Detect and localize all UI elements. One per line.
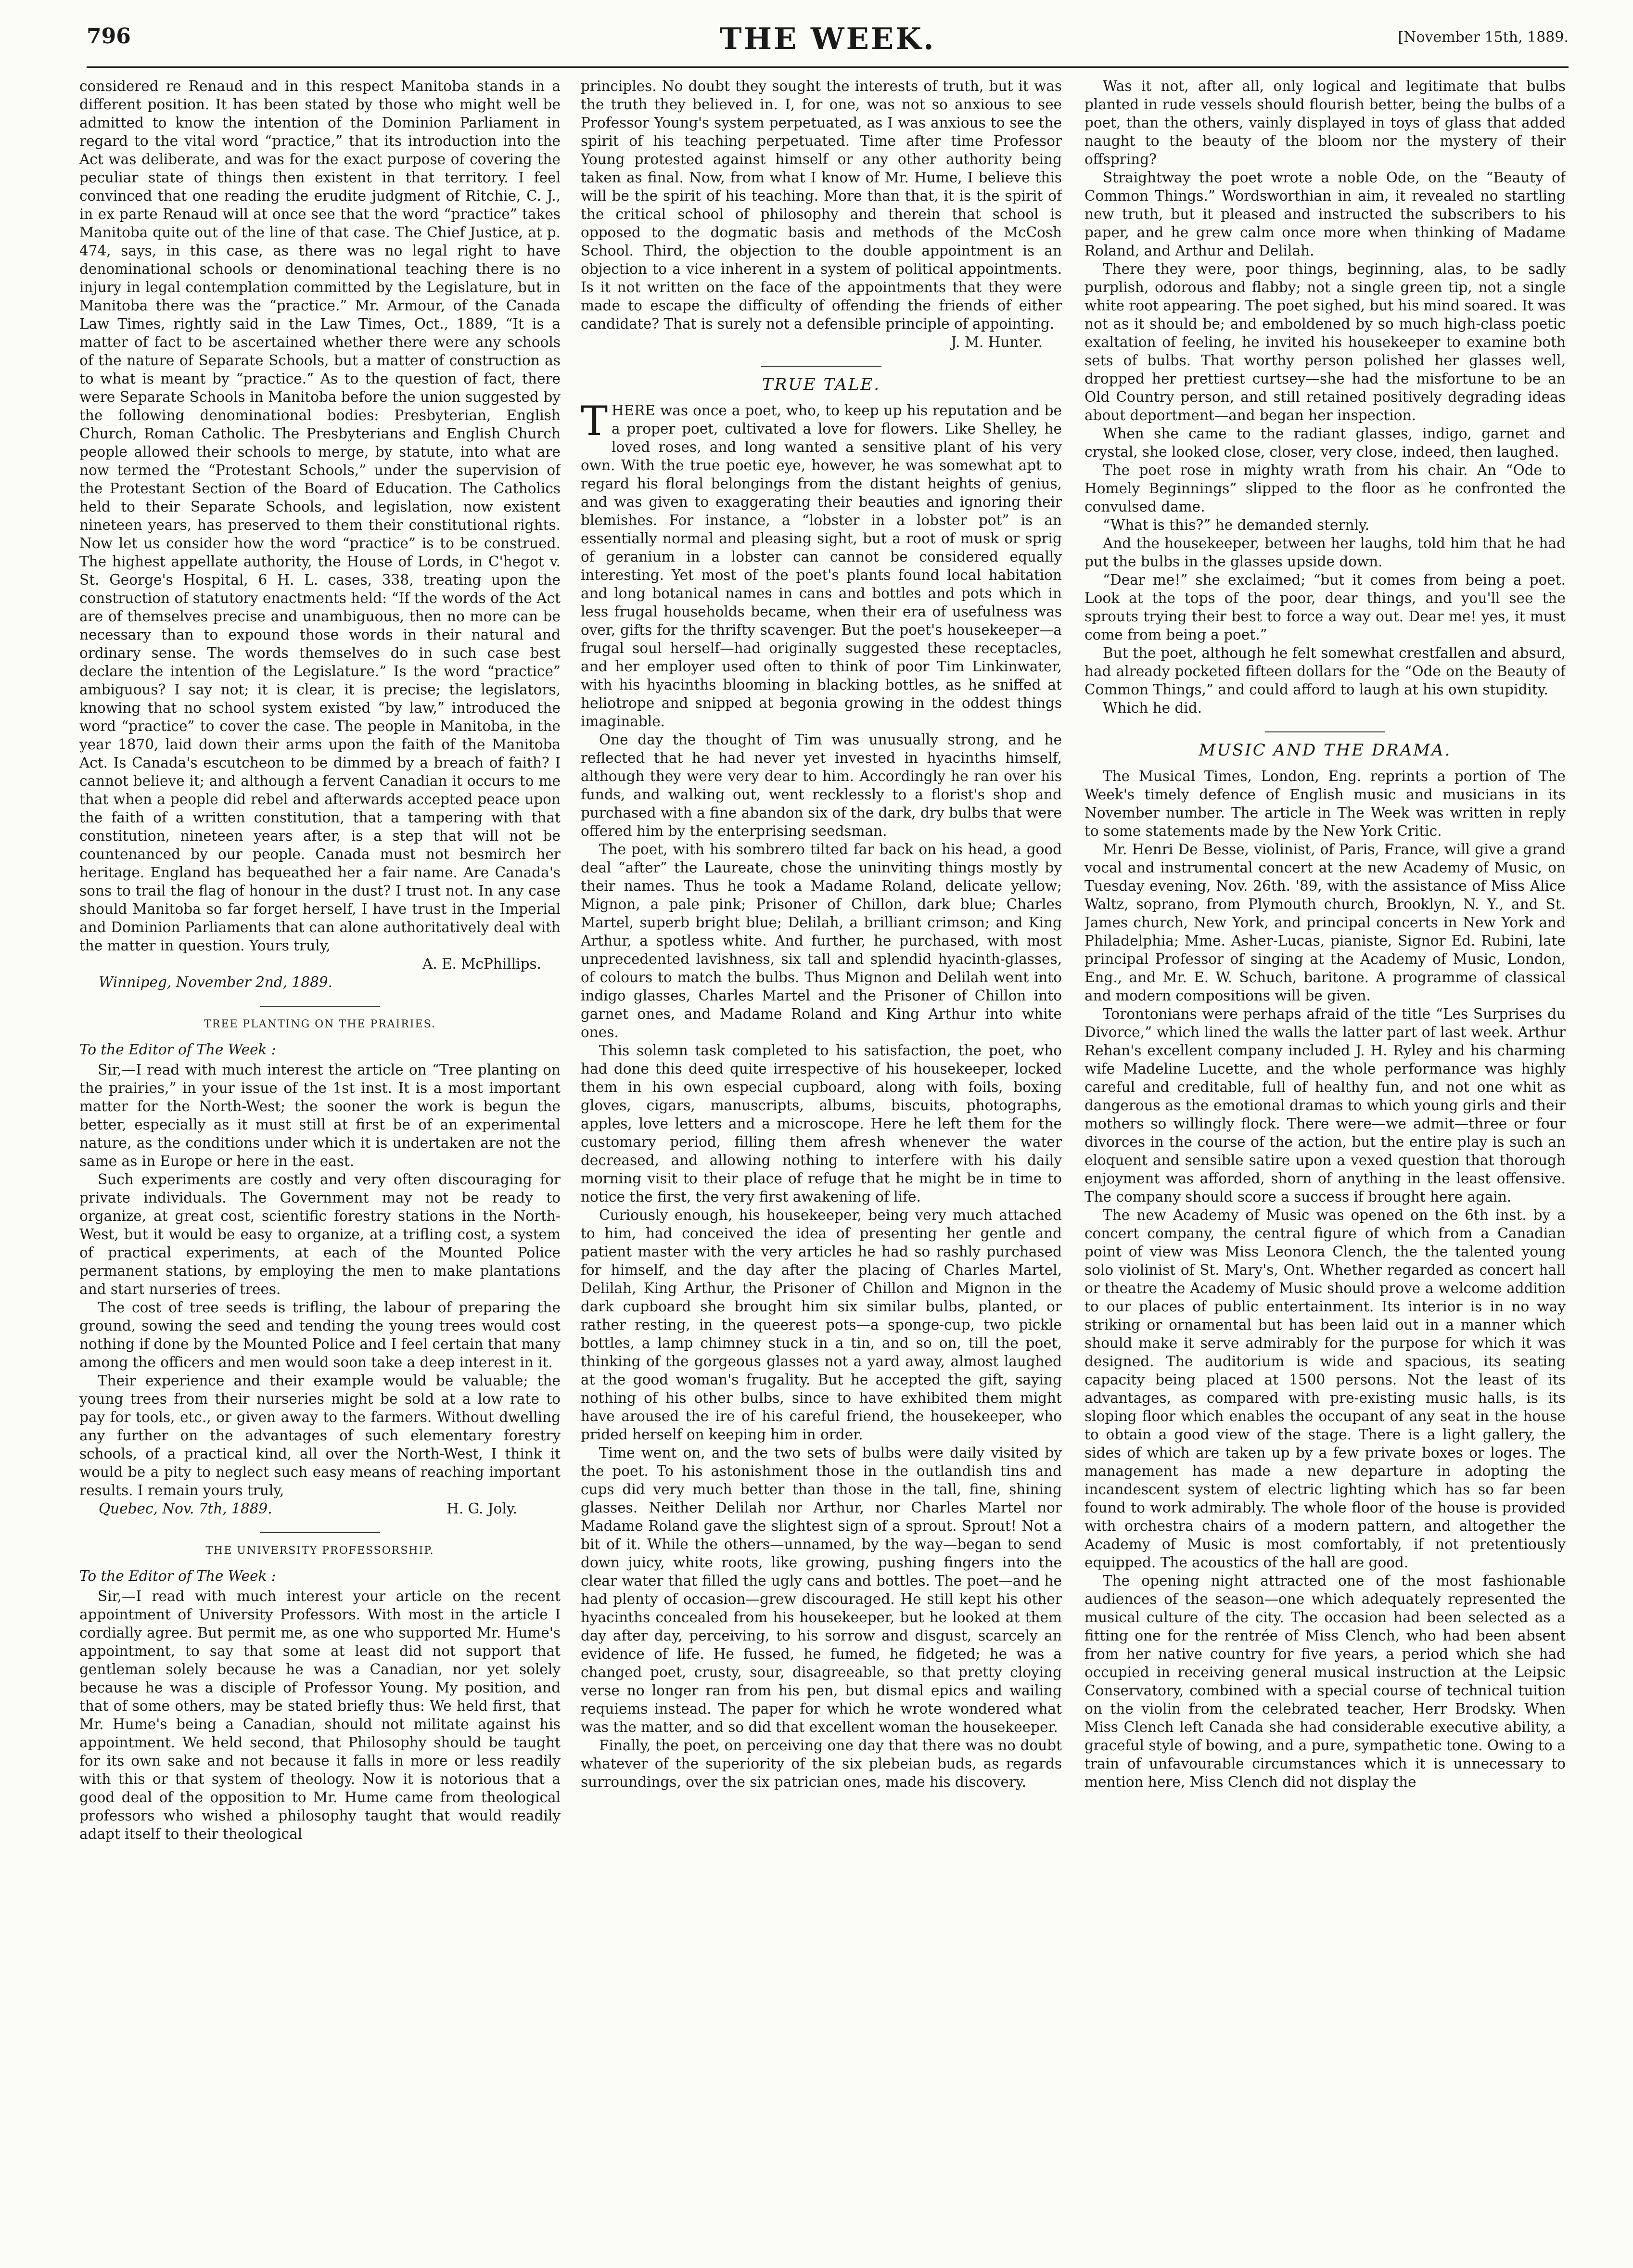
story-paragraph: One day the thought of Tim was unusually strong, and he reflected that he had never yet invested in hyacinths himself, although they were very dear to him. Accordingly he ran over his funds, and walking out, went recklessly to a florist's shop and purchased with a fine abandon six of the dark, dry bulbs that were offered him by the enterprising seedsman.	[581, 731, 1062, 839]
drop-cap: T	[581, 397, 608, 445]
letter-paragraph: Such experiments are costly and very often discouraging for private individuals. The Government may not be ready to organize, at great cost, scientific forestry stations in the North-West, but it would be easy to organize, at a trifling cost, a system of practical experiments, at each of the Mounted Police permanent stations, by employing the men to make plantations and start nurseries of trees.	[79, 1171, 561, 1297]
column-left	[79, 77, 561, 2209]
story-paragraph: And the housekeeper, between her laughs, told him that he had put the bulbs in the glasses upside down.	[1084, 535, 1566, 570]
story-paragraph: “Dear me!” she exclaimed; “but it comes from being a poet. Look at the tops of the poor, dear things, and you'll see the sprouts trying their best to force a way out. Dear me! yes, it must come from being a poet.”	[1084, 572, 1566, 643]
story-paragraph: “What is this?” he demanded sternly.	[1103, 517, 1370, 533]
story-title: TRUE TALE.	[762, 375, 881, 394]
letter-salutation: To the Editor of The Week :	[79, 1041, 276, 1058]
page-header	[87, 21, 1569, 67]
story-paragraph: Finally, the poet, on perceiving one day that there was no doubt whatever of the superiority of the six plebeian buds, as regards surroundings, over the six patrician ones, made his discovery.	[581, 1737, 1062, 1790]
story-paragraph: Which he did.	[1103, 700, 1202, 716]
letter-heading-university: THE UNIVERSITY PROFESSORSHIP.	[205, 1545, 434, 1557]
letter-salutation: To the Editor of The Week :	[79, 1568, 276, 1584]
letter-paragraph: Sir,—I read with much interest your article on the recent appointment of University Professors. With most in the article I cordially agree. But permit me, as one who supported Mr. Hume's appointment, to say that some at least did not support that gentleman solely because he was a Canadian, nor yet solely because he was a disciple of Professor Young. My position, and that of some others, may be stated briefly thus: We held first, that Mr. Hume's being a Canadian, should not militate against his appointment. We held second, that Philosophy should be taught for its own sake and not because it falls in more or less readily with this or that system of theology. Now it is notorious that a good deal of the opposition to Mr. Hume came from theological professors who wished a philosophy taught that would readily adapt itself to their theological	[79, 1588, 561, 1842]
header-rule	[87, 66, 1569, 68]
letter-paragraph: The cost of tree seeds is trifling, the labour of preparing the ground, sowing the seed and tending the young trees would cost nothing if done by the Mounted Police and I feel certain that many among the officers and men would soon take a deep interest in it.	[79, 1299, 561, 1371]
column-right	[1084, 77, 1566, 2209]
music-paragraph: The new Academy of Music was opened on the 6th inst. by a concert company, the central figure of which from a Canadian point of view was Miss Leonora Clench, the the talented young solo violinist of St. Mary's, Ont. Whether regarded as concert hall or theatre the Academy of Music should prove a welcome addition to our places of public entertainment. Its interior is in no way striking or ornamental but has been laid out in a manner which should make it serve admirably for the purpose for which it was designed. The auditorium is wide and spacious, its seating capacity being placed at 1500 persons. Not the least of its advantages, as compared with pre-existing music halls, is its sloping floor which enables the occupant of any seat in the house to obtain a good view of the stage. There is a light gallery, the sides of which are taken up by a few private boxes or loges. The management has made a new departure in adopting the incandescent system of electric lighting which has so far been found to work admirably. The whole floor of the house is provided with orchestra chairs of a modern pattern, and altogether the Academy of Music is most comfortably, if not pretentiously equipped. The acoustics of the hall are good.	[1084, 1207, 1566, 1571]
masthead: THE WEEK.	[719, 21, 936, 56]
letter-dateline-row	[79, 1499, 561, 1518]
section-divider	[1265, 731, 1385, 732]
music-paragraph: Mr. Henri De Besse, violinist, of Paris, France, will give a grand vocal and instrumental concert at the new Academy of Music, on Tuesday evening, Nov. 26th. '89, with the assistance of Miss Alice Waltz, soprano, from Plymouth church, Brooklyn, N. Y., and St. James church, New York, and principal concerts in New York and Philadelphia; Mme. Asher-Lucas, pianiste, Signor Ed. Rubini, late principal Professor of singing at the Academy of Music, London, Eng., and Mr. E. W. Schuch, baritone. A programme of classical and modern compositions will be given.	[1084, 841, 1566, 1004]
story-paragraph: The poet rose in mighty wrath from his chair. An “Ode to Homely Beginnings” slipped to the floor as he confronted the convulsed dame.	[1084, 462, 1566, 515]
story-paragraph: But the poet, although he felt somewhat crestfallen and absurd, had already pocketed fifteen dollars for the “Ode on the Beauty of Common Things,” and could afford to laugh at his own stupidity.	[1084, 645, 1566, 698]
section-divider	[761, 366, 881, 367]
letter-dateline: Winnipeg, November 2nd, 1889.	[99, 974, 333, 990]
story-paragraph: This solemn task completed to his satisfaction, the poet, who had done this deed quite irrespective of his housekeeper, locked them in his own especial cupboard, along with foils, boxing gloves, cigars, manuscripts, albums, biscuits, photographs, apples, love letters and a microscope. Here he left them for the customary period, filling them afresh whenever the water decreased, and allowing nothing to interfere with his daily morning visit to their place of refuge that he might be in time to notice the first, the very first awakening of life.	[581, 1042, 1062, 1205]
page-number: 796	[87, 24, 131, 49]
music-paragraph: The Musical Times, London, Eng. reprints a portion of The Week's timely defence of English music and musicians in its November number. The article in The Week was written in reply to some statements made by the New York Critic.	[1084, 768, 1566, 839]
letter-continuation-paragraph: principles. No doubt they sought the interests of truth, but it was the truth they believed in. I, for one, was not so anxious to see Professor Young's system perpetuated, as I was anxious to see the spirit of his teaching perpetuated. Time after time Professor Young protested against himself or any other authority being taken as final. Now, from what I know of Mr. Hume, I believe this will be the spirit of his teaching. More than that, it is the spirit of the critical school of philosophy and therein that school is opposed to the dogmatic basis and methods of the McCosh School. Third, the objection to the double appointment is an objection to a vice inherent in a system of political appointments. Is it not written on the face of the appointments that they were made to escape the difficulty of offending the friends of either candidate? That is surely not a defensible principle of appointing.	[581, 78, 1062, 332]
letter-paragraph: Their experience and their example would be valuable; the young trees from their nurseries might be sold at a low rate to pay for tools, etc., or given away to the farmers. Without dwelling any further on the advantages of such elementary forestry schools, of a practical kind, all over the North-West, I think it would be a pity to neglect such easy means of reaching important results. I remain yours truly,	[79, 1372, 561, 1499]
story-paragraph: Was it not, after all, only logical and legitimate that bulbs planted in rude vessels should flourish better, being the bulbs of a poet, than the others, vainly displayed in toys of glass that added naught to the beauty of the bloom nor the mystery of their offspring?	[1084, 78, 1566, 167]
letter-signature: A. E. McPhillips.	[422, 956, 541, 972]
issue-date: [November 15th, 1889.	[1398, 29, 1569, 46]
letter-continuation-paragraph: considered re Renaud and in this respect Manitoba stands in a different position. It has been stated by those who might well be admitted to know the intention of the Dominion Parliament in regard to the vital word “practice,” that its introduction into the Act was deliberate, and was for the exact purpose of covering the peculiar state of things then existent in that territory. I feel convinced that one reading the erudite judgment of Ritchie, C. J., in ex parte Renaud will at once see that the word “practice” takes Manitoba quite out of the line of that case. The Chief Justice, at p. 474, says, in this case, as there was no legal right to have denominational schools or denominational teaching there is no injury in legal contemplation committed by the Legislature, but in Manitoba there was the “practice.” Mr. Armour, of the Canada Law Times, rightly said in the Law Times, Oct., 1889, “It is a matter of fact to be ascertained whether there were any schools of the nature of Separate Schools, but a matter of construction as to what is meant by “practice.” As to the question of fact, there were Separate Schools in Manitoba before the union suggested by the following denominational bodies: Presbyterian, English Church, Roman Catholic. The Presbyterians and English Church people allowed their schools to merge, by statute, into what are now termed the “Protestant Schools,” under the supervision of the Protestant Section of the Board of Education. The Catholics held to their Separate Schools, and legislation, now existent nineteen years, has preserved to them their constitutional rights. Now let us consider how the word “practice” is to be construed. The highest appellate authority, the House of Lords, in C'hegot v. St. George's Hospital, 6 H. L. cases, 338, treating upon the construction of statutory enactments held: “If the words of the Act are of themselves precise and unambiguous, then no more can be necessary than to expound those words in their natural and ordinary sense. The words themselves do in such case best declare the intention of the Legislature.” Is the word “practice” ambiguous? I say not; it is clear, it is precise; the legislators, knowing that no school system existed “by law,” introduced the word “practice” to cover the case. The people in Manitoba, in the year 1870, laid down their arms upon the faith of the Manitoba Act. Is Canada's escutcheon to be dimmed by a breach of faith? I cannot believe it; and although a fervent Canadian it occurs to me that when a people did rebel and afterwards accepted peace upon the faith of a written constitution, that a tampering with that constitution, nineteen years after, is a step that will not be countenanced by our people. Canada must not besmirch her heritage. England has bequeathed her a fair name. Are Canada's sons to trail the flag of honour in the dust? I trust not. In any case should Manitoba so far forget herself, I have trust in the Imperial and Dominion Parliaments that can alone authoritatively deal with the matter in question. Yours truly,	[79, 78, 561, 954]
story-paragraph: The poet, with his sombrero tilted far back on his head, a good deal “after” the Laureate, chose the uninviting things mostly by their names. Thus he took a Madame Roland, delicate yellow; Mignon, a pale pink; Prisoner of Chillon, dark blue; Charles Martel, superb bright blue; Delilah, a brilliant crimson; and King Arthur, a spotless white. And further, he purchased, with most unprecedented lavishness, six tall and splendid hyacinth-glasses, of colours to match the bulbs. Thus Mignon and Delilah went into indigo glasses, Charles Martel and the Prisoner of Chillon into garnet ones, and Madame Roland and King Arthur into white ones.	[581, 841, 1062, 1040]
story-paragraph: Straightway the poet wrote a noble Ode, on the “Beauty of Common Things.” Wordsworthian in aim, it revealed no startling new truth, but it pleased and instructed the subscribers to his paper, and he grew calm once more when thinking of Madame Roland, and Arthur and Delilah.	[1084, 169, 1566, 259]
letter-dateline: Quebec, Nov. 7th, 1889.	[99, 1500, 272, 1517]
story-paragraph: There they were, poor things, beginning, alas, to be sadly purplish, odorous and flabby; not a single green tip, not a single white root appearing. The poet sighed, but his mind soared. It was not as it should be; and emboldened by so much high-class poetic exaltation of feeling, he invited his housekeeper to examine both sets of bulbs. That worthy person polished her glasses well, dropped her prettiest curtsey—she had the misfortune to be an Old Country person, and still retained positively degrading ideas about deportment—and began her inspection.	[1084, 261, 1566, 423]
story-opening-text: HERE was once a poet, who, to keep up his reputation and be a proper poet, cultivated a love for flowers. Like Shelley, he loved roses, and long wanted a sensitive plant of his very own. With the true poetic eye, however, he was somewhat apt to regard his floral belongings from the distant heights of genius, and was given to exaggerating their beauties and ignoring their blemishes. For instance, a “lobster in a lobster pot” is an essentially normal and pleasing sight, but a root of musk or sprig of geranium in a lobster can cannot be considered equally interesting. Yet most of the poet's plants found local habitation and long botanical names in cans and bottles and pots which in less frugal households became, when their era of usefulness was over, gifts for the thrifty scavenger. But the poet's housekeeper—a frugal soul herself—had originally suggested these receptacles, and her employer used often to think of poor Tim Linkinwater, with his hyacinths blooming in blacking bottles, as he sniffed at heliotrope and snipped at begonia growing in the oddest things imaginable.	[581, 402, 1062, 730]
music-paragraph: Torontonians were perhaps afraid of the title “Les Surprises du Divorce,” which lined the walls the latter part of last week. Arthur Rehan's excellent company included J. H. Ryley and his charming wife Madeline Lucette, and the whole performance was highly careful and creditable, full of healthy fun, and not one whit as dangerous as the emotional dramas to which young girls and their mothers so willingly flock. There were—we admit—three or four divorces in the course of the action, but the entire play is such an eloquent and sensible satire upon a vexed question that thorough enjoyment was afforded, shorn of anything in the least offensive. The company should score a success if brought here again.	[1084, 1006, 1566, 1205]
letter-signature: H. G. Joly.	[447, 1500, 517, 1517]
story-paragraph: When she came to the radiant glasses, indigo, garnet and crystal, she looked close, closer, very close, indeed, then laughed.	[1084, 425, 1566, 460]
column-middle	[581, 77, 1062, 2209]
story-paragraph: Curiously enough, his housekeeper, being very much attached to him, had conceived the idea of presenting her gentle and patient master with the very articles he had so rashly purchased for himself, and the day after the placing of Charles Martel, Delilah, King Arthur, the Prisoner of Chillon and Mignon in the dark cupboard she brought him six similar bulbs, planted, or rather resting, in the queerest pots—a sponge-cup, two pickle bottles, a lamp chimney stuck in a tin, and so on, till the poet, thinking of the gorgeous glasses not a yard away, almost laughed at the good woman's frugality. But he accepted the gift, saying nothing of his other bulbs, since to have exhibited them might have aroused the ire of his careful friend, the housekeeper, who prided herself on keeping him in order.	[581, 1207, 1062, 1443]
music-drama-title: MUSIC AND THE DRAMA.	[1199, 741, 1452, 760]
letter-paragraph: Sir,—I read with much interest the article on “Tree planting on the prairies,” in your issue of the 1st inst. It is a most important matter for the North-West; the sooner the work is begun the better, especially as it must still at first be of an experimental nature, as the conditions under which it is undertaken are not the same as in Europe or here in the east.	[79, 1062, 561, 1169]
letter-heading-tree-planting: TREE PLANTING ON THE PRAIRIES.	[204, 1018, 436, 1030]
story-paragraph	[581, 397, 1062, 730]
music-paragraph: The opening night attracted one of the most fashionable audiences of the season—one which adequately represented the musical culture of the city. The occasion had been selected as a fitting one for the rentrée of Miss Clench, who had been absent from her native country for five years, a period which she had occupied in receiving general musical instruction at the Leipsic Conservatory, combined with a special course of technical tuition on the violin from the celebrated teacher, Herr Brodsky. When Miss Clench left Canada she had considerable executive ability, a graceful style of bowing, and a pure, sympathetic tone. Owing to a train of unfavourable circumstances which it is unnecessary to mention here, Miss Clench did not display the	[1084, 1573, 1566, 1790]
letter-signature: J. M. Hunter.	[951, 334, 1043, 350]
section-divider	[260, 1532, 380, 1533]
section-divider	[260, 1006, 380, 1007]
story-paragraph: Time went on, and the two sets of bulbs were daily visited by the poet. To his astonishment those in the outlandish tins and cups did very much better than those in the tall, fine, shining glasses. Neither Delilah nor Arthur, nor Charles Martel nor Madame Roland gave the slightest sign of a sprout. Sprout! Not a bit of it. While the others—unnamed, by the way—began to send down juicy, white roots, like growing, pushing fingers into the clear water that filled the ugly cans and bottles. The poet—and he had plenty of occasion—grew discouraged. He still kept his other hyacinths concealed from his housekeeper, but he looked at them day after day, perceiving, to his sorrow and disgust, scarcely an evidence of life. He fussed, he fumed, he fidgeted; he was a changed poet, crusty, sour, disagreeable, so that pretty cloying verse no longer ran from his pen, but dismal epics and wailing requiems instead. The paper for which he wrote wondered what was the matter, and so did that excellent woman the housekeeper.	[581, 1445, 1062, 1735]
